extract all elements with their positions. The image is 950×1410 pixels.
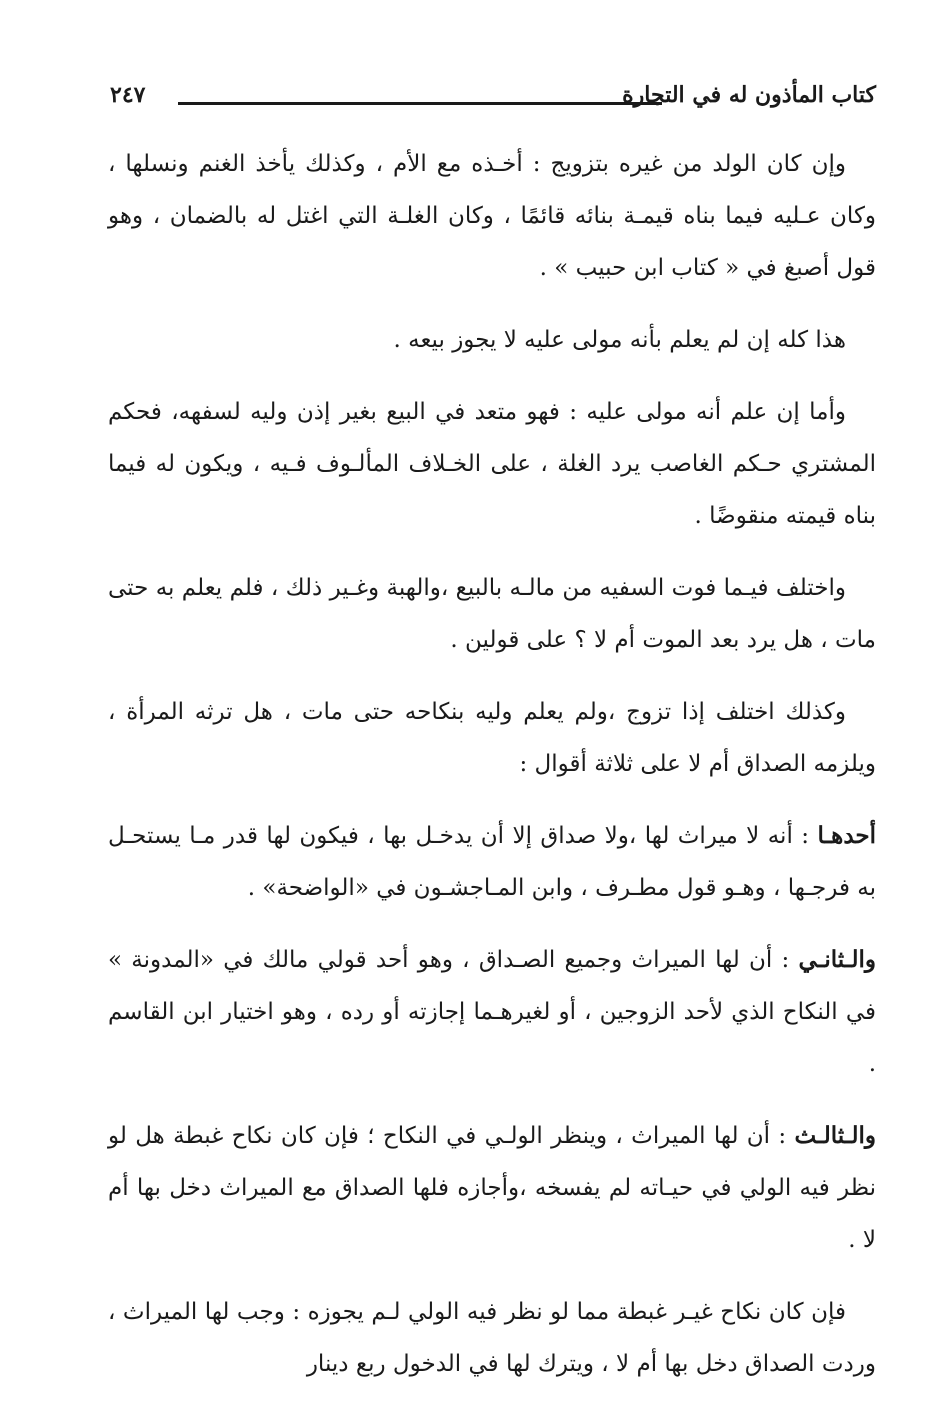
opinion-lead: والـثانـي bbox=[798, 946, 876, 973]
paragraph-text: وأما إن علم أنه مولى عليه : فهو متعد في البيع بغير إذن وليه لسفهه، فحكم المشتري حـكم الغاصب يرد الغلة ، على الخـلاف المألـوف فـيه ، ويكون له فيما بناه قيمته منقوضًا . bbox=[108, 399, 876, 529]
body-text bbox=[108, 138, 876, 1410]
paragraph-text: وكذلك اختلف إذا تزوج ،ولم يعلم وليه بنكاحه حتى مات ، هل ترثه المرأة ، ويلزمه الصداق أم لا على ثلاثة أقوال : bbox=[108, 699, 876, 777]
paragraph-5 bbox=[108, 686, 876, 790]
paragraph-3 bbox=[108, 386, 876, 542]
paragraph-text: وإن كان الولد من غيره بتزويج : أخـذه مع الأم ، وكذلك يأخذ الغنم ونسلها ، وكان عـليه فيما بناه قيمـة بنائه قائمًا ، وكان الغلـة التي اغتل له بالضمان ، وهو قول أصبغ في « كتاب ابن حبيب » . bbox=[108, 151, 876, 281]
paragraph-2 bbox=[108, 314, 876, 366]
paragraph-text: : أنه لا ميراث لها ،ولا صداق إلا أن يدخـل بها ، فيكون لها قدر مـا يستحـل به فرجـها ، وهـو قول مطـرف ، وابن المـاجشـون في «الواضحة» . bbox=[108, 823, 876, 901]
paragraph-text: هذا كله إن لم يعلم بأنه مولى عليه لا يجوز بيعه . bbox=[393, 327, 846, 353]
paragraph-1 bbox=[108, 138, 876, 294]
header-rule bbox=[178, 102, 662, 105]
paragraph-4 bbox=[108, 562, 876, 666]
opinion-first bbox=[108, 810, 876, 914]
paragraph-text: واختلف فيـما فوت السفيه من مالـه بالبيع ،والهبة وغـير ذلك ، فلم يعلم به حتى مات ، هل يرد بعد الموت أم لا ؟ على قولين . bbox=[108, 575, 876, 653]
running-title: كتاب المأذون له في التجارة bbox=[622, 82, 876, 108]
opinion-second bbox=[108, 934, 876, 1090]
page-header bbox=[110, 80, 876, 120]
paragraph-text: : أن لها الميراث ، وينظر الولـي في النكاح ؛ فإن كان نكاح غبطة هل لو نظر فيه الولي في حيـاته لم يفسخه ،وأجازه فلها الصداق مع الميراث دخل بها أم لا . bbox=[108, 1123, 876, 1253]
paragraph-text: فإن كان نكاح غيـر غبطة مما لو نظر فيه الولي لـم يجوزه : وجب لها الميراث ، وردت الصداق دخل بها أم لا ، ويترك لها في الدخول ربع دينار bbox=[108, 1299, 876, 1377]
paragraph-text: : أن لها الميراث وجميع الصـداق ، وهو أحد قولي مالك في «المدونة » في النكاح الذي لأحد الزوجين ، أو لغيرهـما إجازته أو رده ، وهو اختيار ابن القاسم . bbox=[108, 947, 876, 1077]
opinion-lead: أحدهـا bbox=[817, 822, 876, 849]
opinion-third bbox=[108, 1110, 876, 1266]
paragraph-9 bbox=[108, 1286, 876, 1390]
opinion-lead: والـثالـث bbox=[794, 1122, 876, 1149]
page-number: ٢٤٧ bbox=[110, 82, 146, 108]
